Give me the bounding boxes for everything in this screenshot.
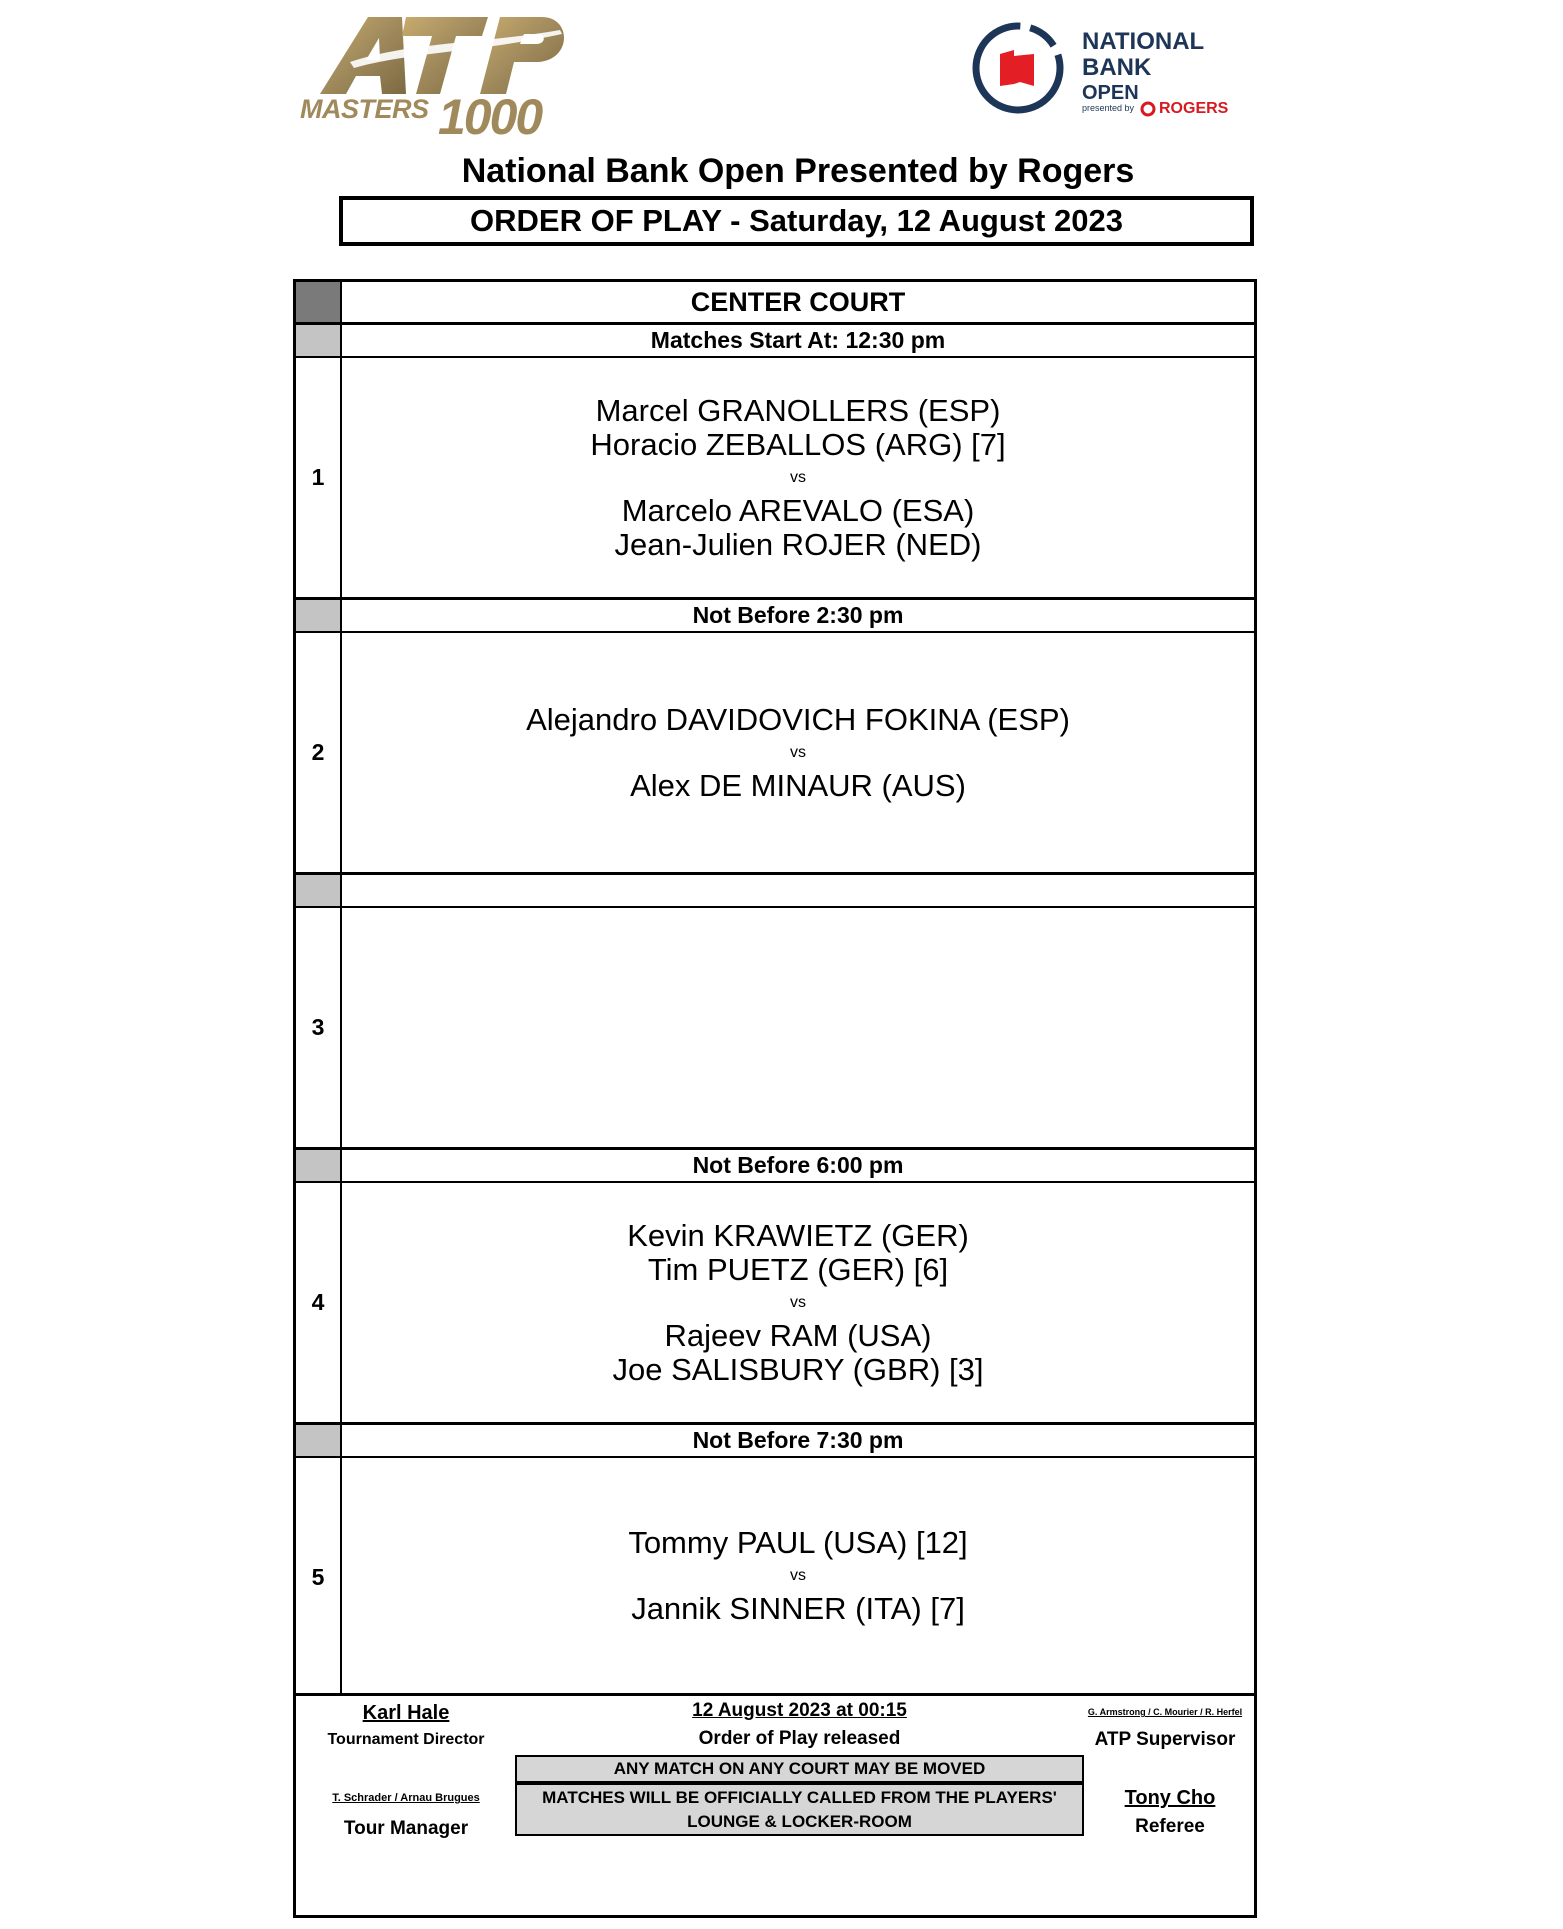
tournament-director-name: Karl Hale: [362, 1702, 450, 1724]
match-time-label: Not Before 2:30 pm: [692, 602, 904, 628]
atp-masters-1000-logo: [300, 12, 575, 145]
match-time-label: Not Before 6:00 pm: [692, 1152, 904, 1178]
atp-logo-mark: [310, 12, 575, 97]
nbo-wordmark: [1082, 30, 1204, 103]
player-name: Rajeev RAM (USA): [664, 1317, 932, 1353]
player-name: Marcel GRANOLLERS (ESP): [595, 392, 1001, 428]
match-time-label: Not Before 7:30 pm: [692, 1427, 904, 1453]
team-1: [627, 1219, 969, 1287]
match-number-column: [296, 282, 342, 1693]
match-number: 4: [311, 1289, 325, 1315]
player-name: Alejandro DAVIDOVICH FOKINA (ESP): [526, 701, 1070, 737]
player-name: Jannik SINNER (ITA) [7]: [631, 1590, 965, 1626]
release-label: Order of Play released: [698, 1728, 901, 1749]
nbo-line-national: NATIONAL: [1082, 28, 1205, 55]
atp-1000-text: 1000: [438, 89, 542, 145]
order-of-play-heading: ORDER OF PLAY - Saturday, 12 August 2023: [339, 196, 1254, 246]
match-1: [342, 358, 1254, 597]
tour-manager-names: T. Schrader / Arnau Brugues: [332, 1792, 480, 1804]
tournament-director-role: Tournament Director: [327, 1731, 485, 1748]
player-name: Tim PUETZ (GER) [6]: [647, 1251, 949, 1287]
rogers-text: ROGERS: [1159, 100, 1229, 117]
supervisor-names: G. Armstrong / C. Mourier / R. Herfel: [1087, 1707, 1243, 1717]
time-marker-4: [296, 1150, 340, 1181]
versus-label: vs: [790, 743, 806, 761]
match-number: 1: [311, 464, 325, 490]
nbo-line-open: OPEN: [1082, 82, 1139, 104]
player-name: Jean-Julien ROJER (NED): [614, 526, 982, 562]
nbo-ring-icon: [970, 20, 1066, 116]
team-1: [526, 703, 1070, 737]
court-header-marker: [296, 282, 340, 322]
player-name: Tommy PAUL (USA) [12]: [628, 1524, 968, 1560]
court-name: CENTER COURT: [690, 286, 906, 317]
rogers-icon: [1140, 101, 1156, 117]
tour-manager-role: Tour Manager: [343, 1818, 469, 1839]
player-name: Marcelo AREVALO (ESA): [621, 492, 975, 528]
supervisor-role: ATP Supervisor: [1094, 1729, 1236, 1750]
time-marker-1: [296, 325, 340, 356]
nbo-presented-by: presented by: [1082, 103, 1135, 113]
team-2: [615, 494, 982, 562]
versus-label: vs: [790, 468, 806, 486]
match-time-label: [342, 875, 1254, 906]
team-2: [630, 769, 966, 803]
match-2: [342, 633, 1254, 872]
national-bank-open-logo: [968, 18, 1238, 128]
player-name: Joe SALISBURY (GBR) [3]: [612, 1351, 984, 1387]
tournament-title: National Bank Open Presented by Rogers: [461, 152, 1135, 190]
time-marker-5: [296, 1425, 340, 1456]
team-1: [590, 394, 1005, 462]
match-time-label: Matches Start At: 12:30 pm: [650, 327, 946, 353]
match-3: [342, 908, 1254, 1147]
match-5: [342, 1458, 1254, 1693]
match-number: 2: [311, 739, 325, 765]
referee-role: Referee: [1135, 1816, 1205, 1837]
release-date: 12 August 2023 at 00:15: [692, 1700, 907, 1721]
time-marker-2: [296, 600, 340, 631]
match-number: 5: [311, 1564, 325, 1590]
player-name: Kevin KRAWIETZ (GER): [627, 1217, 969, 1253]
team-2: [612, 1319, 983, 1387]
player-name: Alex DE MINAUR (AUS): [630, 767, 966, 803]
match-4: [342, 1183, 1254, 1422]
notice-matches-may-move: ANY MATCH ON ANY COURT MAY BE MOVED: [515, 1755, 1084, 1783]
versus-label: vs: [790, 1566, 806, 1584]
schedule-table: [293, 279, 1257, 1918]
nbo-line-bank: BANK: [1082, 54, 1152, 81]
match-number: 3: [311, 1014, 325, 1040]
footer-divider: [296, 1693, 1254, 1696]
atp-masters-text: MASTERS: [300, 94, 429, 124]
time-marker-3: [296, 875, 340, 906]
rogers-logo: [1140, 100, 1228, 118]
referee-name: Tony Cho: [1124, 1787, 1216, 1809]
versus-label: vs: [790, 1293, 806, 1311]
team-2: [631, 1592, 965, 1626]
team-1: [628, 1526, 967, 1560]
notice-officially-called: MATCHES WILL BE OFFICIALLY CALLED FROM THE PLAYERS' LOUNGE & LOCKER-ROOM: [515, 1783, 1084, 1836]
player-name: Horacio ZEBALLOS (ARG) [7]: [590, 426, 1006, 462]
